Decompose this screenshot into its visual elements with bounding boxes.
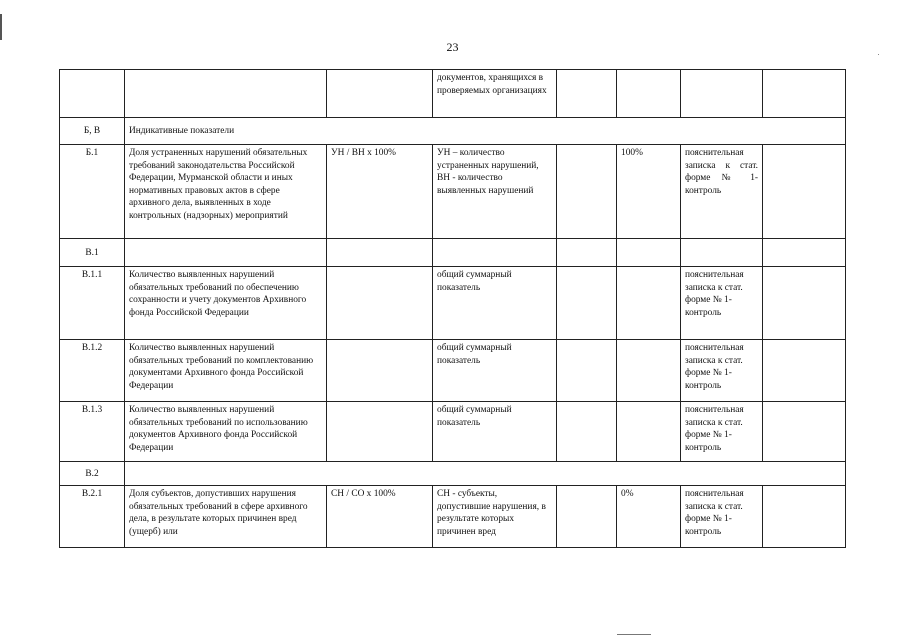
section-title xyxy=(125,239,327,267)
row-formula xyxy=(327,70,433,118)
row-indicator-name xyxy=(125,70,327,118)
row-description: СН - субъекты, допустившие нарушения, в результате которых причинен вред xyxy=(433,486,557,548)
table-row xyxy=(60,267,846,340)
section-row xyxy=(60,462,846,486)
row-target-value: 100% xyxy=(617,145,681,239)
section-row xyxy=(60,239,846,267)
row-code: В.1.2 xyxy=(60,340,125,402)
row-extra xyxy=(763,70,846,118)
row-base-value xyxy=(557,402,617,462)
row-code xyxy=(60,70,125,118)
row-code: В.2.1 xyxy=(60,486,125,548)
row-target-value xyxy=(617,267,681,340)
row-description: УН – количество устраненных нарушений, ВН - количество выявленных нарушений xyxy=(433,145,557,239)
section-title: Индикативные показатели xyxy=(125,118,846,145)
row-source: пояснительная записка к стат. форме № 1-контроль xyxy=(681,486,763,548)
row-formula xyxy=(327,402,433,462)
row-source: пояснительная записка к стат. форме № 1-контроль xyxy=(681,340,763,402)
row-target-value xyxy=(617,340,681,402)
row-extra xyxy=(763,145,846,239)
row-base-value xyxy=(557,70,617,118)
indicators-table xyxy=(59,69,846,548)
scan-edge-mark xyxy=(0,14,2,40)
row-indicator-name: Количество выявленных нарушений обязательных требований по комплектованию документами Архивного фонда Российской Федерации xyxy=(125,340,327,402)
row-code: Б.1 xyxy=(60,145,125,239)
row-description: общий суммарный показатель xyxy=(433,402,557,462)
row-code: В.1 xyxy=(60,239,125,267)
row-code: В.1.3 xyxy=(60,402,125,462)
row-base-value xyxy=(557,267,617,340)
section-row xyxy=(60,118,846,145)
row-target-value xyxy=(617,402,681,462)
row-source xyxy=(681,70,763,118)
row-base-value xyxy=(557,340,617,402)
row-source: пояснительная записка к стат. форме № 1-контроль xyxy=(681,267,763,340)
table-row xyxy=(60,145,846,239)
table-row xyxy=(60,70,846,118)
section-title xyxy=(125,462,846,486)
row-code: В.1.1 xyxy=(60,267,125,340)
row-extra xyxy=(763,402,846,462)
row-indicator-name: Количество выявленных нарушений обязательных требований по обеспечению сохранности и учету документов Архивного фонда Российской Федерации xyxy=(125,267,327,340)
row-extra xyxy=(763,340,846,402)
row-description: общий суммарный показатель xyxy=(433,267,557,340)
row-code: Б, В xyxy=(60,118,125,145)
row-target-value: 0% xyxy=(617,486,681,548)
row-base-value xyxy=(557,145,617,239)
row-base-value xyxy=(557,486,617,548)
row-source: пояснительная записка к стат. форме № 1-контроль xyxy=(681,402,763,462)
row-formula: УН / ВН х 100% xyxy=(327,145,433,239)
row-formula: СН / СО х 100% xyxy=(327,486,433,548)
row-indicator-name: Доля субъектов, допустивших нарушения обязательных требований в сфере архивного дела, в результате которых причинен вред (ущерб) или xyxy=(125,486,327,548)
row-formula xyxy=(327,340,433,402)
row-target-value xyxy=(617,70,681,118)
scan-edge-mark xyxy=(617,634,651,635)
table-row xyxy=(60,340,846,402)
row-code: В.2 xyxy=(60,462,125,486)
row-formula xyxy=(327,267,433,340)
row-indicator-name: Количество выявленных нарушений обязательных требований по использованию документов Архивного фонда Российской Федерации xyxy=(125,402,327,462)
row-extra xyxy=(763,486,846,548)
row-description: документов, хранящихся в проверяемых организациях xyxy=(433,70,557,118)
table-row xyxy=(60,486,846,548)
row-description: общий суммарный показатель xyxy=(433,340,557,402)
row-indicator-name: Доля устраненных нарушений обязательных требований законодательства Российской Федерации, Мурманской области и иных нормативных правовых актов в сфере архивного дела, выявленных в ходе контрольных (надзорных) мероприятий xyxy=(125,145,327,239)
row-source: пояснительная записка к стат. форме № 1-контроль xyxy=(681,145,763,239)
page-number: 23 xyxy=(446,40,459,54)
row-extra xyxy=(763,267,846,340)
table-row xyxy=(60,402,846,462)
